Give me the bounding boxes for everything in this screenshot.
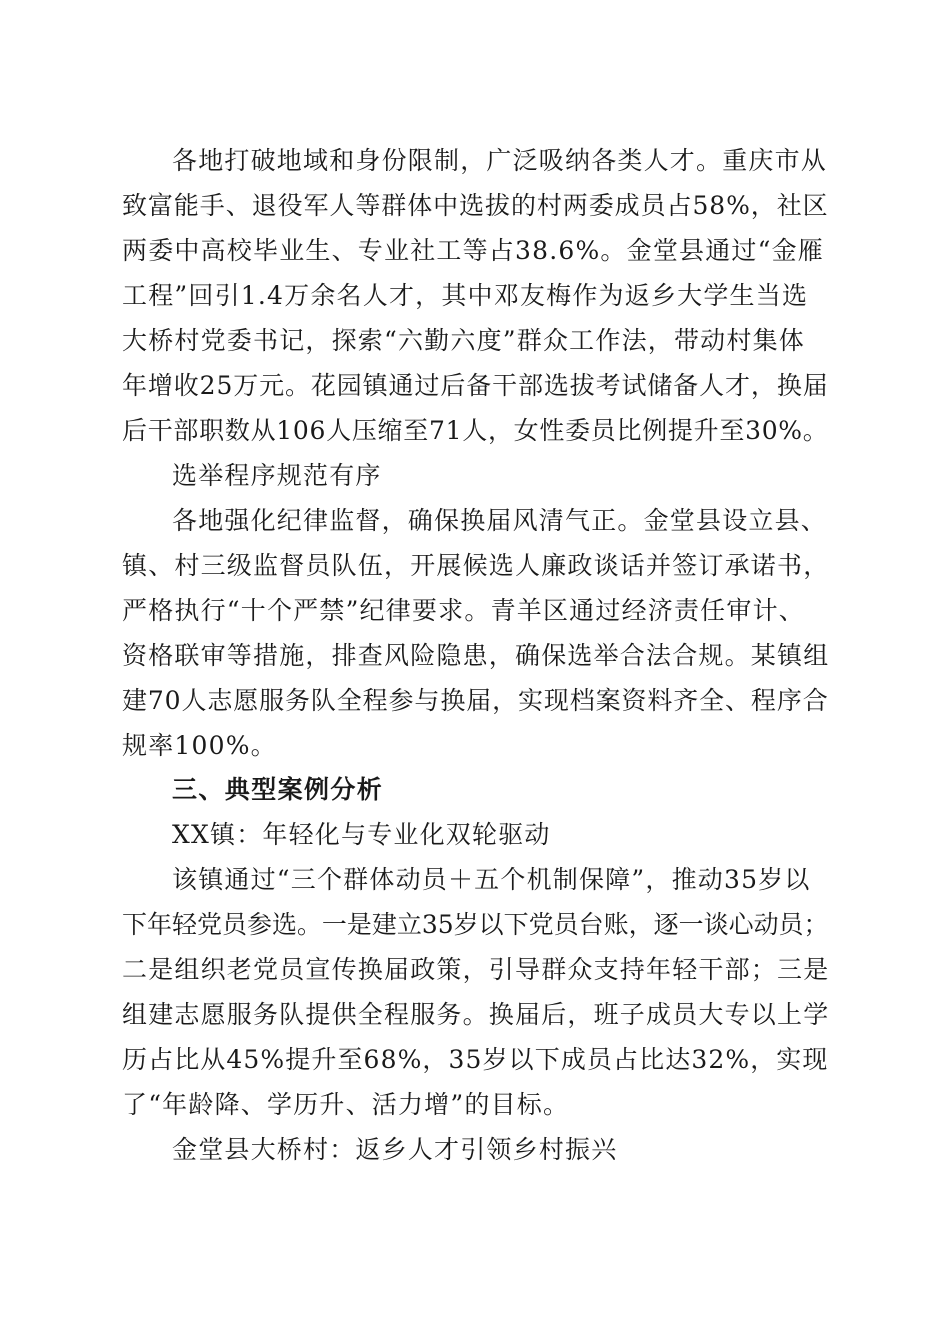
para1-line4: 工程”回引1.4万余名人才，其中邓友梅作为返乡大学生当选 bbox=[122, 281, 809, 310]
para1-line6: 年增收25万元。花园镇通过后备干部选拔考试储备人才，换届 bbox=[122, 371, 829, 400]
section-heading-election: 选举程序规范有序 bbox=[172, 461, 382, 490]
para1-line3: 两委中高校毕业生、专业社工等占38.6%。金堂县通过“金雁 bbox=[122, 236, 825, 265]
para3-line2: 下年轻党员参选。一是建立35岁以下党员台账，逐一谈心动员； bbox=[122, 910, 829, 939]
para2-line5: 建70人志愿服务队全程参与换届，实现档案资料齐全、程序合 bbox=[122, 686, 829, 715]
para3-line1: 该镇通过“三个群体动员＋五个机制保障”，推动35岁以 bbox=[172, 865, 811, 894]
para3-line3: 二是组织老党员宣传换届政策，引导群众支持年轻干部；三是 bbox=[122, 955, 830, 984]
para1-line1: 各地打破地域和身份限制，广泛吸纳各类人才。重庆市从 bbox=[172, 146, 828, 175]
case-heading-daqiao-village: 金堂县大桥村：返乡人才引领乡村振兴 bbox=[172, 1135, 618, 1164]
para3-line4: 组建志愿服务队提供全程服务。换届后，班子成员大专以上学 bbox=[122, 1000, 830, 1029]
para3-line5: 历占比从45%提升至68%，35岁以下成员占比达32%，实现 bbox=[122, 1045, 829, 1074]
para2-line4: 资格联审等措施，排查风险隐患，确保选举合法合规。某镇组 bbox=[122, 641, 830, 670]
chapter-heading-case-analysis: 三、典型案例分析 bbox=[172, 775, 384, 804]
case-heading-xx-town: XX镇：年轻化与专业化双轮驱动 bbox=[172, 820, 551, 849]
para1-line2: 致富能手、退役军人等群体中选拔的村两委成员占58%，社区 bbox=[122, 191, 829, 220]
para3-line6: 了“年龄降、学历升、活力增”的目标。 bbox=[122, 1090, 570, 1119]
para2-line1: 各地强化纪律监督，确保换届风清气正。金堂县设立县、 bbox=[172, 506, 828, 535]
para1-line7: 后干部职数从106人压缩至71人，女性委员比例提升至30%。 bbox=[122, 416, 829, 445]
para1-line5: 大桥村党委书记，探索“六勤六度”群众工作法，带动村集体 bbox=[122, 326, 805, 355]
para2-line3: 严格执行“十个严禁”纪律要求。青羊区通过经济责任审计、 bbox=[122, 596, 805, 625]
para2-line2: 镇、村三级监督员队伍，开展候选人廉政谈话并签订承诺书， bbox=[122, 551, 830, 580]
para2-line6: 规率100%。 bbox=[122, 731, 277, 760]
